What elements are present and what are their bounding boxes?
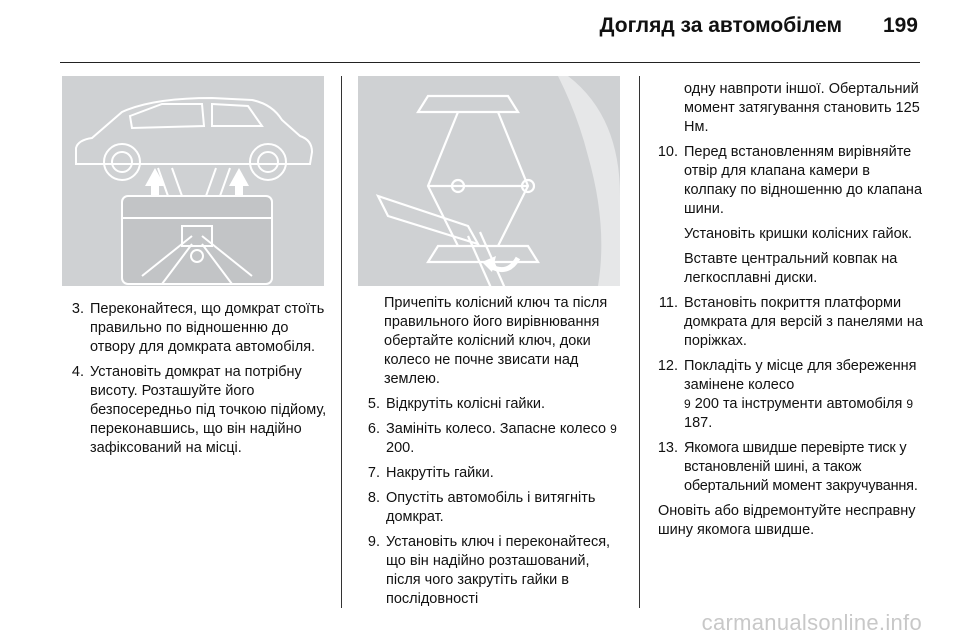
list-item xyxy=(360,489,624,527)
item-number: 12. xyxy=(657,358,678,374)
item-number: 11. xyxy=(658,295,678,311)
item-sub-text: Вставте центральний ковпак на легкосплавні диски. xyxy=(684,251,898,286)
list-item xyxy=(360,420,624,458)
item-text: Відкрутіть колісні гайки. xyxy=(386,396,545,412)
watermark: carmanualsonline.info xyxy=(701,610,922,635)
column-2-text xyxy=(360,294,624,615)
jack-wrench-illustration xyxy=(358,76,620,286)
item-text xyxy=(684,357,926,433)
reference-icon: 9 xyxy=(906,397,914,411)
item-text: Опустіть автомобіль і витягніть домкрат. xyxy=(386,490,596,525)
figure-jack-wrench xyxy=(358,76,620,286)
item-text-after: . xyxy=(708,415,713,431)
reference-icon: 9 xyxy=(684,397,691,411)
item-number: 13. xyxy=(657,440,678,456)
page-number: 199 xyxy=(882,14,918,37)
item-number: 8. xyxy=(367,490,380,506)
column-1-text xyxy=(64,300,330,464)
list-item xyxy=(360,395,624,414)
list-item xyxy=(654,357,926,433)
item-text: Якомога швидше перевірте тиск у встановленій шині, а також обертальний момент закручування. xyxy=(684,440,918,494)
list-item xyxy=(64,363,330,458)
column-divider-2 xyxy=(639,76,640,608)
closing-paragraph: Оновіть або відремонтуйте несправну шину якомога швидше. xyxy=(658,503,916,538)
item-text: Установіть домкрат на потрібну висоту. Розташуйте його безпосередньо під точкою підйому, переконавшись, що він надійно зафіксований на місці. xyxy=(90,364,327,456)
item-text-after: . xyxy=(410,440,415,456)
list-item xyxy=(360,533,624,609)
page-reference-link[interactable]: 200 xyxy=(694,396,719,412)
item-sub-text: Установіть кришки колісних гайок. xyxy=(684,226,913,242)
intro-paragraph: Причепіть колісний ключ та після правильного його вирівнювання обертайте колісний ключ, доки колесо не почне звисати над землею. xyxy=(384,295,608,387)
item-text xyxy=(386,420,624,458)
column-3-text xyxy=(654,80,926,546)
list-item xyxy=(654,143,926,288)
reference-icon: 9 xyxy=(610,422,617,436)
item-text-before: Замініть колесо. Запасне колесо xyxy=(386,421,611,437)
header-divider xyxy=(60,62,920,63)
list-item xyxy=(654,294,926,351)
page-reference-link[interactable]: 200 xyxy=(386,440,411,456)
item-text: Накрутіть гайки. xyxy=(386,465,494,481)
item-text-mid: та інструменти автомобіля xyxy=(718,396,907,412)
item-number: 6. xyxy=(367,421,380,437)
list-item xyxy=(64,300,330,357)
list-item xyxy=(360,464,624,483)
page-header-title: Догляд за автомобілем xyxy=(599,14,842,37)
item-text: Переконайтеся, що домкрат стоїть правильно по відношенню до отвору для домкрата автомобіля. xyxy=(90,301,325,355)
car-jack-illustration xyxy=(62,76,324,286)
item-text-before: Покладіть у місце для збереження замінене колесо xyxy=(684,358,917,393)
item-text: Установіть ключ і переконайтеся, що він надійно розташований, після чого закрутіть гайки в послідовності xyxy=(386,534,611,607)
item-number: 3. xyxy=(71,301,84,317)
item-text: Встановіть покриття платформи домкрата для версій з панелями на поріжках. xyxy=(684,295,923,349)
item-main-text: Перед встановленням вирівняйте отвір для клапана камери в колпаку по відношенню до клапана шини. xyxy=(684,144,923,217)
item-text xyxy=(684,143,926,288)
column-divider-1 xyxy=(341,76,342,608)
list-item xyxy=(654,439,926,496)
item-number: 10. xyxy=(657,144,678,160)
continuation-paragraph: одну навпроти іншої. Обертальний момент затягування становить 125 Нм. xyxy=(684,81,920,135)
item-number: 5. xyxy=(367,396,380,412)
item-number: 7. xyxy=(367,465,380,481)
item-number: 9. xyxy=(367,534,380,550)
figure-car-jack-position xyxy=(62,76,324,286)
page-reference-link[interactable]: 187 xyxy=(684,415,709,431)
item-number: 4. xyxy=(71,364,84,380)
